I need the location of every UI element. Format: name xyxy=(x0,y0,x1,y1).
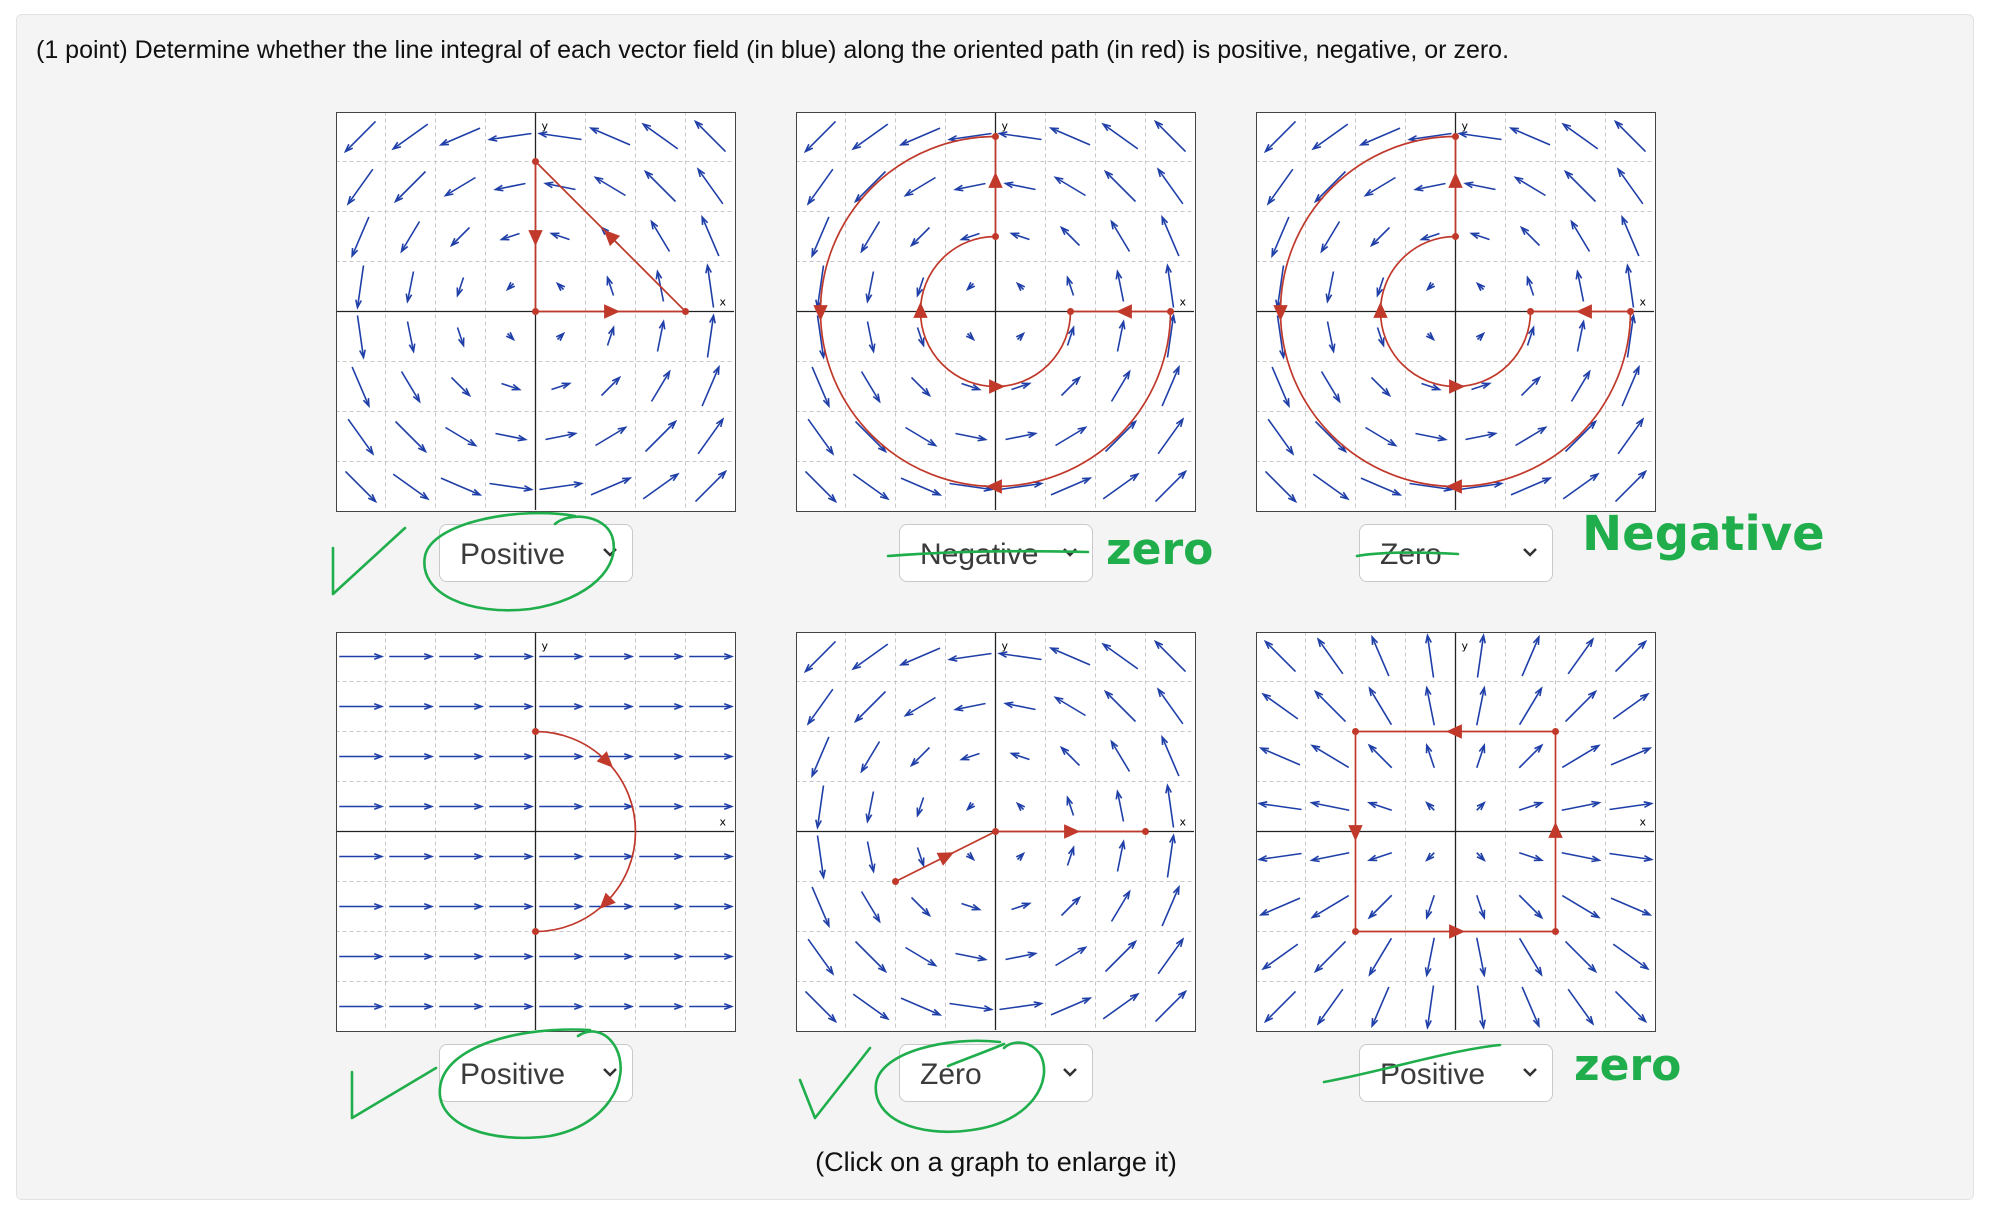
answer-select-3-value: Zero xyxy=(1380,538,1442,571)
chevron-down-icon xyxy=(1062,1066,1078,1078)
chevron-down-icon xyxy=(602,1066,618,1078)
answer-select-1-value: Positive xyxy=(460,538,566,571)
chevron-down-icon xyxy=(1522,1066,1538,1078)
x-axis-label: x xyxy=(719,295,727,309)
y-axis-label: y xyxy=(541,639,549,653)
correction-text-3: Negative xyxy=(1582,506,1825,562)
vector-field-plot xyxy=(337,633,734,1030)
correction-text-6: zero xyxy=(1574,1040,1682,1091)
vector-field-plot xyxy=(1257,113,1654,510)
answer-select-2-value: Negative xyxy=(920,538,1039,571)
correction-text-2: zero xyxy=(1106,524,1214,575)
chevron-down-icon xyxy=(602,546,618,558)
vector-field-plot xyxy=(797,113,1194,510)
vector-field-plot xyxy=(337,113,734,510)
answer-select-6-value: Positive xyxy=(1380,1058,1486,1091)
vector-field-plot xyxy=(797,633,1194,1030)
answer-select-1[interactable] xyxy=(439,524,633,582)
graph-6[interactable] xyxy=(1256,632,1656,1032)
x-axis-label: x xyxy=(719,815,727,829)
y-axis-label: y xyxy=(1461,639,1469,653)
y-axis-label: y xyxy=(541,119,549,133)
vector-field-plot xyxy=(1257,633,1654,1030)
y-axis-label: y xyxy=(1461,119,1469,133)
answer-select-5[interactable] xyxy=(899,1044,1093,1102)
question-text: (1 point) Determine whether the line integral of each vector field (in blue) along the oriented path (in red) is positive, negative, or zero. xyxy=(36,36,1510,64)
graph-3[interactable] xyxy=(1256,112,1656,512)
answer-select-3[interactable] xyxy=(1359,524,1553,582)
graph-2[interactable] xyxy=(796,112,1196,512)
graph-4[interactable] xyxy=(336,632,736,1032)
answer-select-4[interactable] xyxy=(439,1044,633,1102)
answer-select-2[interactable] xyxy=(899,524,1093,582)
y-axis-label: y xyxy=(1001,639,1009,653)
answer-select-4-value: Positive xyxy=(460,1058,566,1091)
graph-5[interactable] xyxy=(796,632,1196,1032)
x-axis-label: x xyxy=(1179,815,1187,829)
chevron-down-icon xyxy=(1522,546,1538,558)
enlarge-hint: (Click on a graph to enlarge it) xyxy=(815,1147,1177,1177)
answer-select-6[interactable] xyxy=(1359,1044,1553,1102)
x-axis-label: x xyxy=(1179,295,1187,309)
answer-select-5-value: Zero xyxy=(920,1058,982,1091)
chevron-down-icon xyxy=(1062,546,1078,558)
y-axis-label: y xyxy=(1001,119,1009,133)
x-axis-label: x xyxy=(1639,295,1647,309)
graph-1[interactable] xyxy=(336,112,736,512)
x-axis-label: x xyxy=(1639,815,1647,829)
